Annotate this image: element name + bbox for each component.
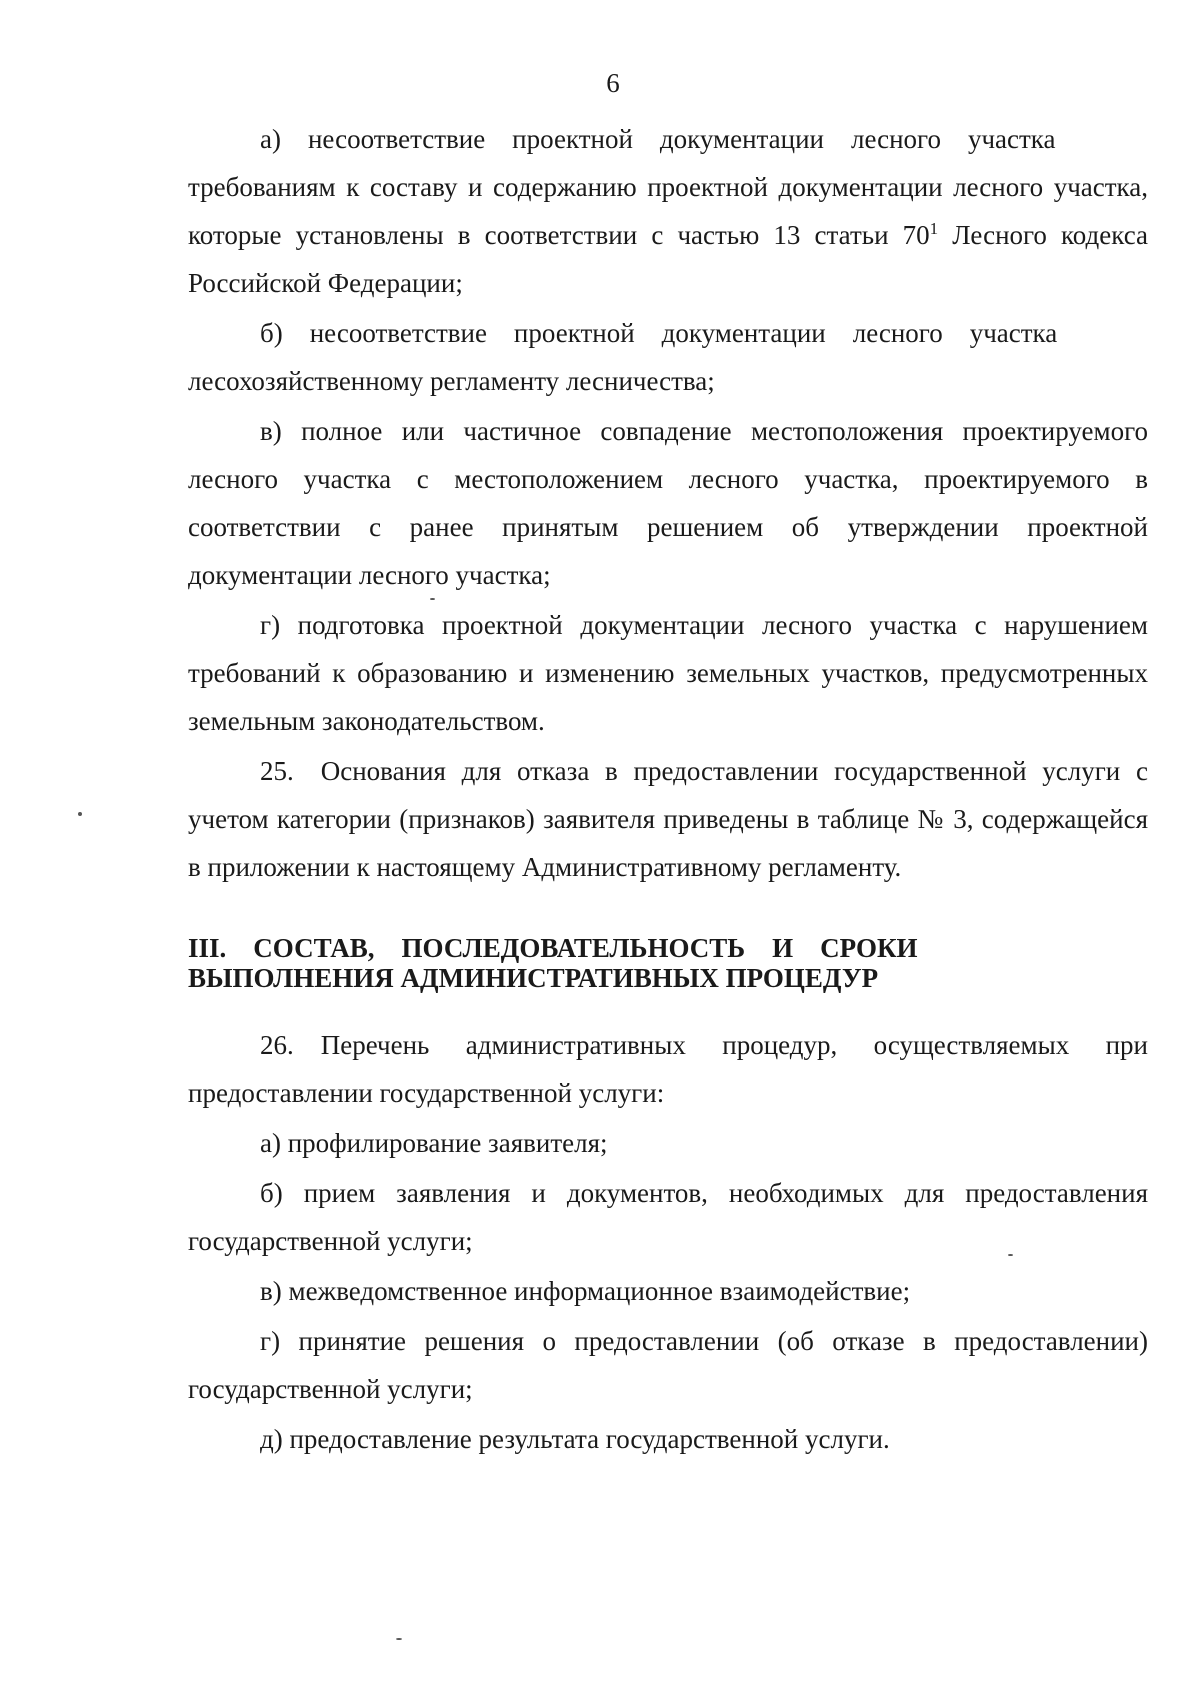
list-item: в) межведомственное информационное взаимодействие; <box>260 1276 911 1306</box>
section-heading-line2: ВЫПОЛНЕНИЯ АДМИНИСТРАТИВНЫХ ПРОЦЕДУР <box>188 963 879 993</box>
paragraph-item-a-tail: Лесного кодекса Российской Федерации; <box>188 220 1148 298</box>
scan-speck <box>396 1638 402 1640</box>
scan-speck <box>1008 1254 1013 1256</box>
paragraph-item-b: б) несоответствие проектной документации лесного участка лесохозяйственному регламенту лесничества; <box>188 318 1058 396</box>
paragraph-item-g: г) подготовка проектной документации лесного участка с нарушением требований к образованию и изменению земельных участков, предусмотренных земельным законодательством. <box>188 610 1148 736</box>
document-body <box>188 115 1148 1463</box>
section-heading-line1: III. СОСТАВ, ПОСЛЕДОВАТЕЛЬНОСТЬ И СРОКИ <box>188 933 918 963</box>
list-item: а) профилирование заявителя; <box>260 1128 608 1158</box>
list-item: д) предоставление результата государственной услуги. <box>260 1424 890 1454</box>
paragraph-25: 25. Основания для отказа в предоставлении государственной услуги с учетом категории (признаков) заявителя приведены в таблице № 3, содержащейся в приложении к настоящему Административному регламенту. <box>188 756 1148 882</box>
paragraph-item-v: в) полное или частичное совпадение местоположения проектируемого лесного участка с местоположением лесного участка, проектируемого в соответствии с ранее принятым решением об утверждении проектной документации лесного участка; <box>188 416 1148 590</box>
footnote-superscript: 1 <box>929 219 939 238</box>
list-item: г) принятие решения о предоставлении (об отказе в предоставлении) государственной услуги; <box>188 1326 1148 1404</box>
paragraph-26: 26. Перечень административных процедур, осуществляемых при предоставлении государственной услуги: <box>188 1030 1148 1108</box>
paragraph-item-a <box>188 115 1148 307</box>
section-heading <box>188 933 1148 993</box>
paragraph-item-a-text: а) несоответствие проектной документации лесного участка требованиям к составу и содержанию проектной документации лесного участка, которые установлены в соответствии с частью 13 статьи 70 <box>188 124 1148 250</box>
scan-speck <box>78 812 82 816</box>
scan-speck <box>430 598 435 600</box>
list-item: б) прием заявления и документов, необходимых для предоставления государственной услуги; <box>188 1178 1148 1256</box>
page-number: 6 <box>606 68 620 98</box>
